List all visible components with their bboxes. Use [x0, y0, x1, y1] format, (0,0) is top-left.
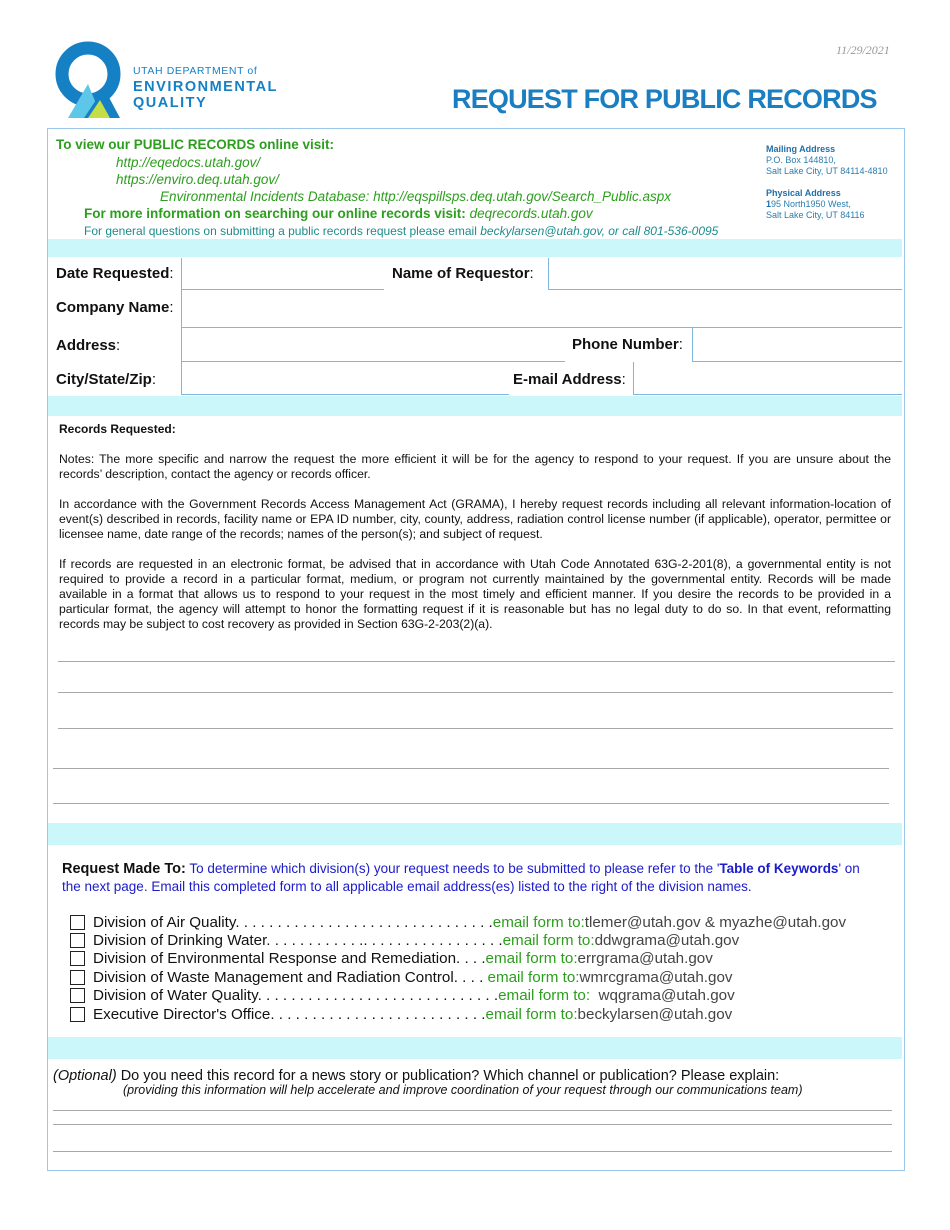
records-answer-line-4[interactable] — [53, 768, 889, 769]
city-state-zip-label: City/State/Zip: — [56, 371, 157, 388]
physical-line-2: Salt Lake City, UT 84116 — [766, 210, 865, 220]
division-email: tlemer@utah.gov & myazhe@utah.gov — [584, 914, 847, 931]
environmental-response-checkbox[interactable] — [70, 951, 85, 966]
air-quality-checkbox[interactable] — [70, 915, 85, 930]
records-heading: Records Requested: — [59, 422, 176, 436]
records-answer-line-5[interactable] — [53, 803, 889, 804]
more-info-link[interactable]: deqrecords.utah.gov — [469, 206, 593, 221]
division-email: wmrcgrama@utah.gov — [579, 969, 733, 986]
division-email: wqgrama@utah.gov — [590, 987, 735, 1004]
request-made-to-text-1: To determine which division(s) your request needs to be submitted to please refer to the ' — [189, 861, 720, 876]
city-state-zip-field[interactable] — [181, 362, 509, 395]
company-name-label: Company Name: — [56, 299, 174, 316]
page-title: REQUEST FOR PUBLIC RECORDS — [452, 84, 877, 114]
records-grama: In accordance with the Government Records Access Management Act (GRAMA), I hereby request records including all relevant information-location of event(s) described in records, facility name or EPA ID number, city, county, address, radiation control license number (if applicable), operator, permittee or licensee name, date range of the records; names of the person(s); and subject of request. — [59, 497, 891, 541]
optional-answer-line-3[interactable] — [53, 1151, 892, 1152]
date-requested-label: Date Requested: — [56, 265, 174, 282]
records-answer-line-2[interactable] — [58, 692, 893, 693]
online-heading: To view our PUBLIC RECORDS online visit: — [56, 137, 335, 152]
waste-management-checkbox[interactable] — [70, 970, 85, 985]
general-text: For general questions on submitting a public records request please email — [84, 224, 477, 238]
logo-line-3: QUALITY — [133, 95, 208, 111]
physical-line-1: 95 North1950 West, — [771, 199, 851, 209]
email-address-field[interactable] — [633, 362, 902, 395]
deq-logo-mark — [54, 38, 126, 122]
records-notes: Notes: The more specific and narrow the request the more efficient it will be for the agency to respond to your request. If you are unsure about the records’ description, contact the agency or records officer. — [59, 452, 891, 481]
division-row-air-quality — [70, 913, 846, 932]
logo-text — [133, 63, 278, 111]
more-info — [84, 206, 593, 221]
more-info-label: For more information on searching our online records visit: — [84, 206, 466, 221]
section-divider-1 — [48, 239, 902, 257]
address-field[interactable] — [181, 328, 565, 362]
section-divider-4 — [48, 1037, 902, 1059]
general-contact: beckylarsen@utah.gov, or call 801-536-0095 — [480, 224, 719, 238]
division-row-environmental-response — [70, 949, 713, 968]
deq-logo — [54, 38, 126, 122]
online-link-1[interactable]: http://eqedocs.utah.gov/ — [116, 155, 261, 170]
email-form-to-label: email form to: — [502, 932, 595, 949]
mailing-line-1: P.O. Box 144810, — [766, 155, 836, 165]
email-form-to-label: email form to: — [498, 987, 591, 1004]
section-divider-3 — [48, 823, 902, 845]
request-made-to — [62, 860, 882, 895]
email-form-to-label: email form to: — [487, 969, 580, 986]
mailing-line-2: Salt Lake City, UT 84114-4810 — [766, 166, 888, 176]
records-electronic-format: If records are requested in an electronic format, be advised that in accordance with Utah Code Annotated 63G-2-201(8), a governmental entity is not required to provide a record in a particular format, medium, or program not currently maintained by the governmental entity. Records will be made available in a format that allows us to respond to your request in the most timely and efficient manner. If you desire the records to be provided in a particular format, the agency will attempt to honor the formatting request if it is reasonable but has no legal duty to do so. In that event, reformatting records may be subject to cost recovery as provided in Section 63G-2-203(2)(a). — [59, 557, 891, 631]
physical-street-number: 1 — [766, 199, 772, 209]
name-of-requestor-label: Name of Requestor: — [392, 265, 534, 282]
date-requested-field[interactable] — [181, 258, 384, 290]
email-form-to-label: email form to: — [492, 914, 585, 931]
division-row-water-quality — [70, 986, 735, 1005]
phone-number-field[interactable] — [692, 328, 902, 362]
division-row-waste-management — [70, 968, 733, 987]
request-made-to-heading: Request Made To: — [62, 861, 186, 877]
name-of-requestor-field[interactable] — [548, 258, 902, 290]
water-quality-checkbox[interactable] — [70, 988, 85, 1003]
drinking-water-checkbox[interactable] — [70, 933, 85, 948]
mailing-address — [766, 144, 888, 177]
division-name: Division of Waste Management and Radiation Control. . . . — [93, 969, 488, 986]
table-of-keywords: Table of Keywords — [719, 861, 839, 876]
records-answer-line-3[interactable] — [58, 728, 893, 729]
optional-answer-line-2[interactable] — [53, 1124, 892, 1125]
division-name: Division of Air Quality. . . . . . . . . . . . . . . . . . . . . . . . . . . . . . . — [93, 914, 493, 931]
optional-label: (Optional) — [53, 1068, 117, 1084]
general-questions — [84, 224, 718, 238]
request-made-to-text-2: ' on the next page. Email this completed form to all applicable email address(es) listed to the right of the division names. — [62, 861, 860, 894]
email-address-label: E-mail Address: — [513, 371, 626, 388]
incidents-database: Environmental Incidents Database: http://eqspillsps.deq.utah.gov/Search_Public.aspx — [160, 189, 672, 204]
optional-question — [53, 1068, 779, 1084]
division-row-executive-director — [70, 1005, 732, 1024]
division-row-drinking-water — [70, 931, 739, 950]
physical-address — [766, 188, 865, 221]
optional-note: (providing this information will help accelerate and improve coordination of your request through our communications team) — [123, 1083, 803, 1097]
division-name: Division of Environmental Response and Remediation. . . . — [93, 950, 486, 967]
division-email: errgrama@utah.gov — [577, 950, 713, 967]
division-email: beckylarsen@utah.gov — [577, 1006, 733, 1023]
records-answer-line-1[interactable] — [58, 661, 895, 662]
email-form-to-label: email form to: — [485, 950, 578, 967]
division-email: ddwgrama@utah.gov — [594, 932, 740, 949]
section-divider-2 — [48, 396, 902, 416]
executive-director-checkbox[interactable] — [70, 1007, 85, 1022]
form-date: 11/29/2021 — [836, 43, 890, 57]
address-label: Address: — [56, 337, 121, 354]
logo-line-1: UTAH DEPARTMENT of — [133, 65, 258, 77]
physical-heading: Physical Address — [766, 188, 841, 198]
online-link-2[interactable]: https://enviro.deq.utah.gov/ — [116, 172, 279, 187]
phone-number-label: Phone Number: — [572, 336, 683, 353]
division-name: Executive Director's Office. . . . . . . . . . . . . . . . . . . . . . . . . . — [93, 1006, 486, 1023]
mailing-heading: Mailing Address — [766, 144, 836, 154]
optional-question-text: Do you need this record for a news story or publication? Which channel or publication? Please explain: — [116, 1068, 780, 1084]
company-name-field[interactable] — [181, 290, 902, 328]
logo-line-2: ENVIRONMENTAL — [133, 79, 278, 95]
division-name: Division of Water Quality. . . . . . . . . . . . . . . . . . . . . . . . . . . . . — [93, 987, 499, 1004]
division-name: Division of Drinking Water. . . . . . . . . . . .. . . . . . . . . . . . . . . . . — [93, 932, 503, 949]
optional-answer-line-1[interactable] — [53, 1110, 892, 1111]
email-form-to-label: email form to: — [485, 1006, 578, 1023]
